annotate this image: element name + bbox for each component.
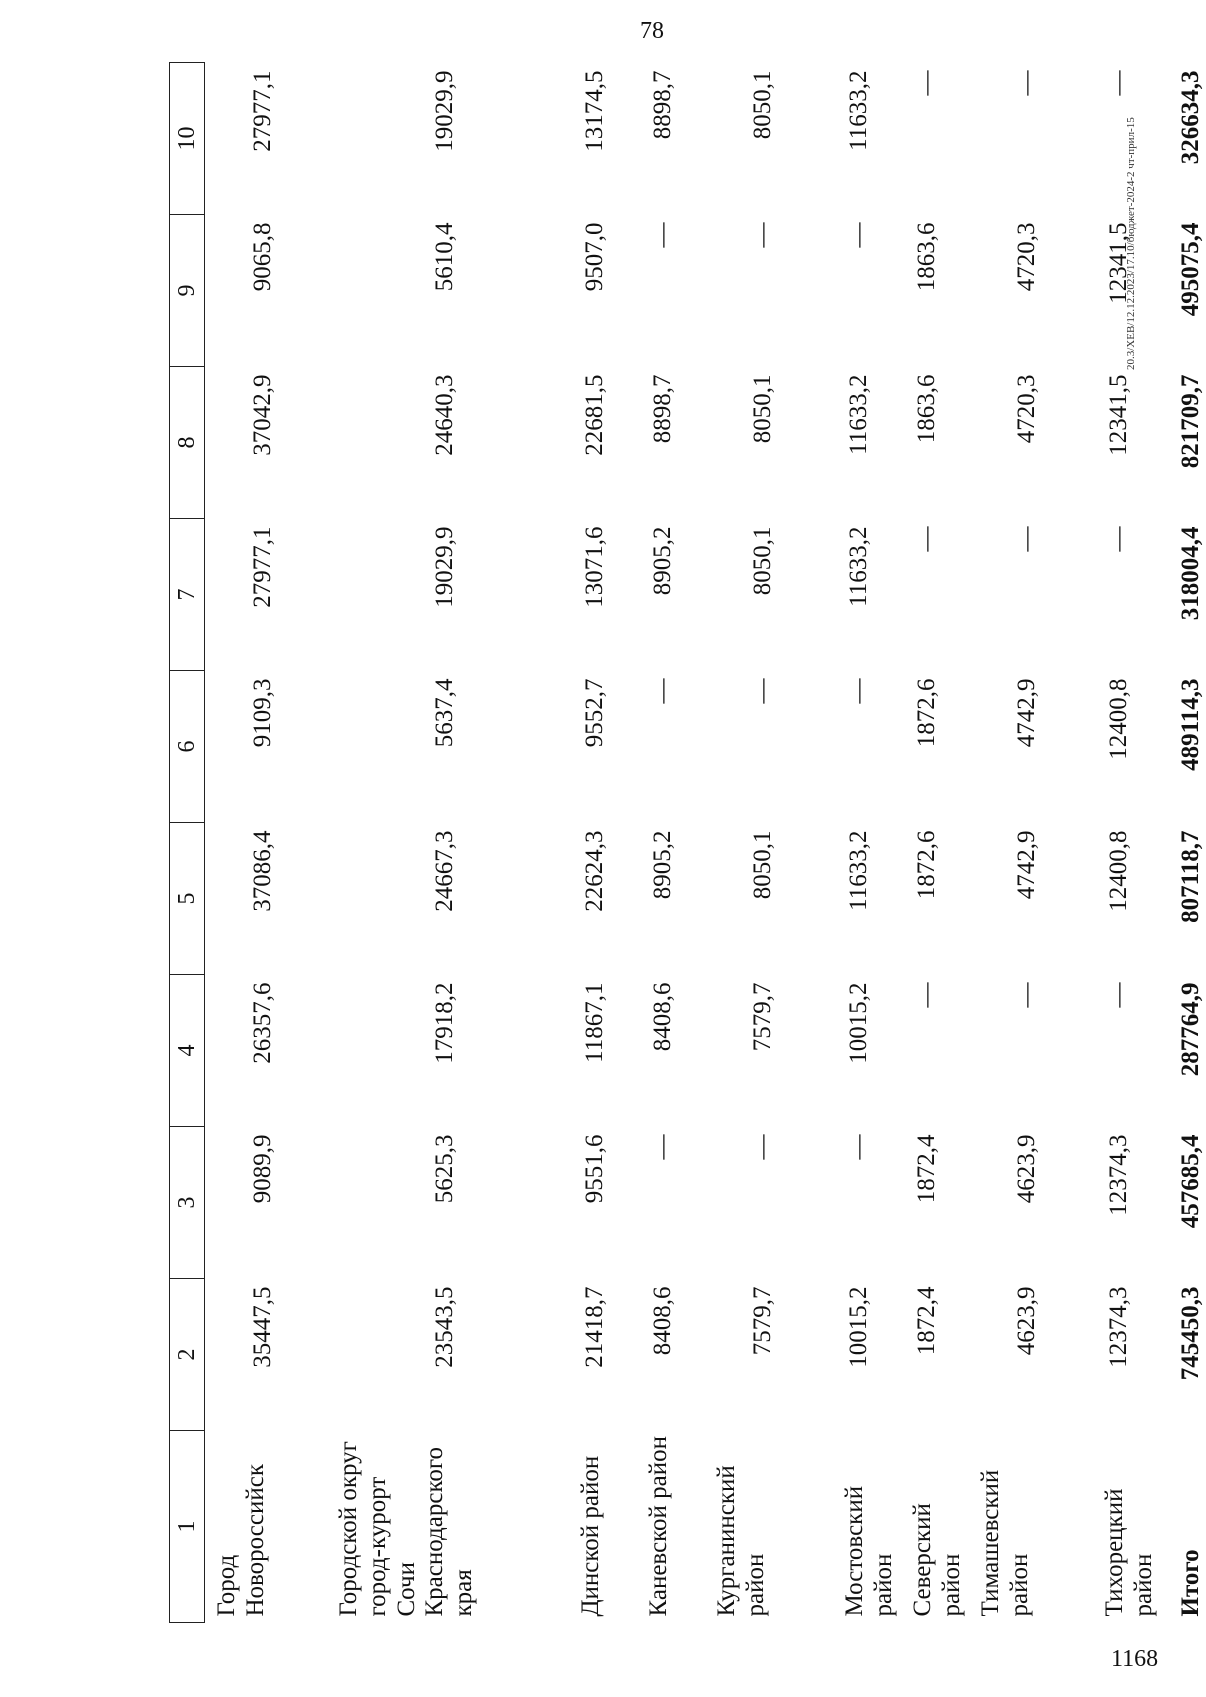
table-cell: 9552,7 bbox=[581, 678, 608, 748]
table-cell: — bbox=[845, 678, 872, 704]
document-code: 20.3/XEB/12.12.2023/17.10/бюджет-2024-2 чт-прил-15 bbox=[1125, 117, 1137, 370]
table-cell: 10015,2 bbox=[845, 982, 872, 1064]
table-cell: — bbox=[845, 222, 872, 248]
column-header: 9 bbox=[170, 215, 205, 367]
table-cell: 19029,9 bbox=[431, 70, 458, 152]
table-cell: 1863,6 bbox=[913, 374, 940, 444]
table-cell: — bbox=[749, 678, 776, 704]
table-cell: 8050,1 bbox=[749, 374, 776, 444]
total-cell: 745450,3 bbox=[1177, 1286, 1204, 1381]
total-cell: 457685,4 bbox=[1177, 1134, 1204, 1229]
table-cell: — bbox=[845, 1134, 872, 1160]
table-cell: 8408,6 bbox=[649, 1286, 676, 1356]
table-cell: 7579,7 bbox=[749, 982, 776, 1052]
row-name: Северский район bbox=[909, 1503, 965, 1617]
table-cell: 12341,5 bbox=[1105, 374, 1132, 456]
column-header: 7 bbox=[170, 519, 205, 671]
table-cell: 24667,3 bbox=[431, 830, 458, 912]
table-cell: 4623,9 bbox=[1013, 1286, 1040, 1356]
page-number-top: 78 bbox=[640, 18, 664, 44]
table-cell: 1863,6 bbox=[913, 222, 940, 292]
column-header: 5 bbox=[170, 823, 205, 975]
table-cell: 8408,6 bbox=[649, 982, 676, 1052]
table-cell: — bbox=[913, 982, 940, 1008]
total-label: Итого bbox=[1177, 1549, 1204, 1617]
total-row bbox=[1163, 63, 1206, 1623]
table-cell: 1872,6 bbox=[913, 678, 940, 748]
table-cell: 17918,2 bbox=[431, 982, 458, 1064]
table-cell: 26357,6 bbox=[249, 982, 276, 1064]
table-row bbox=[327, 63, 569, 1623]
total-cell: 821709,7 bbox=[1177, 374, 1204, 469]
table-cell: 9065,8 bbox=[249, 222, 276, 292]
table-cell: 7579,7 bbox=[749, 1286, 776, 1356]
table-cell: 1872,6 bbox=[913, 830, 940, 900]
table-cell: 27977,1 bbox=[249, 70, 276, 152]
column-header: 3 bbox=[170, 1127, 205, 1279]
table-cell: 9089,9 bbox=[249, 1134, 276, 1204]
table-cell: 5610,4 bbox=[431, 222, 458, 292]
table-cell: 35447,5 bbox=[249, 1286, 276, 1368]
table-body bbox=[205, 63, 1206, 1623]
table-cell: 13174,5 bbox=[581, 70, 608, 152]
table-cell: 11633,2 bbox=[845, 70, 872, 151]
column-header: 1 bbox=[170, 1431, 205, 1623]
table-cell: 19029,9 bbox=[431, 526, 458, 608]
table-row bbox=[1093, 63, 1163, 1623]
table-cell: 22624,3 bbox=[581, 830, 608, 912]
table-cell: 37086,4 bbox=[249, 830, 276, 912]
row-name: Городской округ город-курорт Сочи Краснодарского края bbox=[335, 1441, 477, 1617]
column-header: 6 bbox=[170, 671, 205, 823]
table-row bbox=[705, 63, 833, 1623]
table-cell: — bbox=[649, 1134, 676, 1160]
table-cell: — bbox=[1105, 526, 1132, 552]
table-cell: 24640,3 bbox=[431, 374, 458, 456]
table-cell: 11633,2 bbox=[845, 374, 872, 455]
table-cell: 5637,4 bbox=[431, 678, 458, 748]
total-cell: 495075,4 bbox=[1177, 222, 1204, 317]
table-row bbox=[205, 63, 328, 1623]
table-cell: — bbox=[649, 222, 676, 248]
total-cell: 326634,3 bbox=[1177, 70, 1204, 165]
total-cell: 287764,9 bbox=[1177, 982, 1204, 1077]
table-cell: 11633,2 bbox=[845, 526, 872, 607]
table-cell: 12400,8 bbox=[1105, 830, 1132, 912]
column-header: 2 bbox=[170, 1279, 205, 1431]
table-cell: 21418,7 bbox=[581, 1286, 608, 1368]
table-cell: 23543,5 bbox=[431, 1286, 458, 1368]
table-cell: 8898,7 bbox=[649, 70, 676, 140]
table-cell: 12374,3 bbox=[1105, 1286, 1132, 1368]
total-cell: 318004,4 bbox=[1177, 526, 1204, 621]
table-cell: 1872,4 bbox=[913, 1134, 940, 1204]
row-name: Мостовский район bbox=[841, 1485, 897, 1617]
table-cell: — bbox=[1013, 526, 1040, 552]
table-cell: 4742,9 bbox=[1013, 678, 1040, 748]
table-cell: 27977,1 bbox=[249, 526, 276, 608]
table-cell: 9551,6 bbox=[581, 1134, 608, 1204]
table-cell: 10015,2 bbox=[845, 1286, 872, 1368]
row-name: Тихорецкий район bbox=[1101, 1488, 1157, 1617]
table-cell: 4742,9 bbox=[1013, 830, 1040, 900]
table-cell: 11867,1 bbox=[581, 982, 608, 1063]
table-cell: 12400,8 bbox=[1105, 678, 1132, 760]
table-cell: 8050,1 bbox=[749, 830, 776, 900]
table-cell: 8898,7 bbox=[649, 374, 676, 444]
table-cell: — bbox=[913, 70, 940, 96]
table-cell: — bbox=[1105, 70, 1132, 96]
table-cell: 8905,2 bbox=[649, 526, 676, 596]
table-cell: 4720,3 bbox=[1013, 222, 1040, 292]
table-cell: — bbox=[1105, 982, 1132, 1008]
table-row bbox=[969, 63, 1093, 1623]
table-cell: 8050,1 bbox=[749, 70, 776, 140]
row-name: Динской район bbox=[577, 1455, 604, 1617]
table-cell: 1872,4 bbox=[913, 1286, 940, 1356]
total-cell: 489114,3 bbox=[1177, 678, 1204, 771]
table-cell: 12374,3 bbox=[1105, 1134, 1132, 1216]
column-header: 8 bbox=[170, 367, 205, 519]
table-row bbox=[637, 63, 705, 1623]
table-cell: 9507,0 bbox=[581, 222, 608, 292]
row-name: Город Новороссийск bbox=[213, 1463, 269, 1617]
column-header: 10 bbox=[170, 63, 205, 215]
table-cell: — bbox=[1013, 70, 1040, 96]
table-cell: — bbox=[1013, 982, 1040, 1008]
table-cell: 9109,3 bbox=[249, 678, 276, 748]
table-cell: 22681,5 bbox=[581, 374, 608, 456]
table-cell: — bbox=[749, 222, 776, 248]
table-header-row bbox=[170, 63, 205, 1623]
page-number-bottom: 1168 bbox=[1111, 1646, 1159, 1672]
table-row bbox=[833, 63, 901, 1623]
table-cell: — bbox=[749, 1134, 776, 1160]
total-cell: 807118,7 bbox=[1177, 830, 1204, 923]
column-header: 4 bbox=[170, 975, 205, 1127]
table-cell: 12341,5 bbox=[1105, 222, 1132, 304]
table-cell: 4720,3 bbox=[1013, 374, 1040, 444]
table-cell: — bbox=[913, 526, 940, 552]
table-cell: — bbox=[649, 678, 676, 704]
budget-table bbox=[169, 62, 1206, 1623]
table-row bbox=[901, 63, 969, 1623]
row-name: Курганинский район bbox=[713, 1465, 769, 1617]
row-name: Каневской район bbox=[645, 1435, 672, 1617]
table-cell: 13071,6 bbox=[581, 526, 608, 608]
table-cell: 5625,3 bbox=[431, 1134, 458, 1204]
table-cell: 8905,2 bbox=[649, 830, 676, 900]
table-cell: 4623,9 bbox=[1013, 1134, 1040, 1204]
table-cell: 37042,9 bbox=[249, 374, 276, 456]
table-cell: 8050,1 bbox=[749, 526, 776, 596]
table-cell: 11633,2 bbox=[845, 830, 872, 911]
table-row bbox=[569, 63, 637, 1623]
row-name: Тимашевский район bbox=[977, 1469, 1033, 1617]
